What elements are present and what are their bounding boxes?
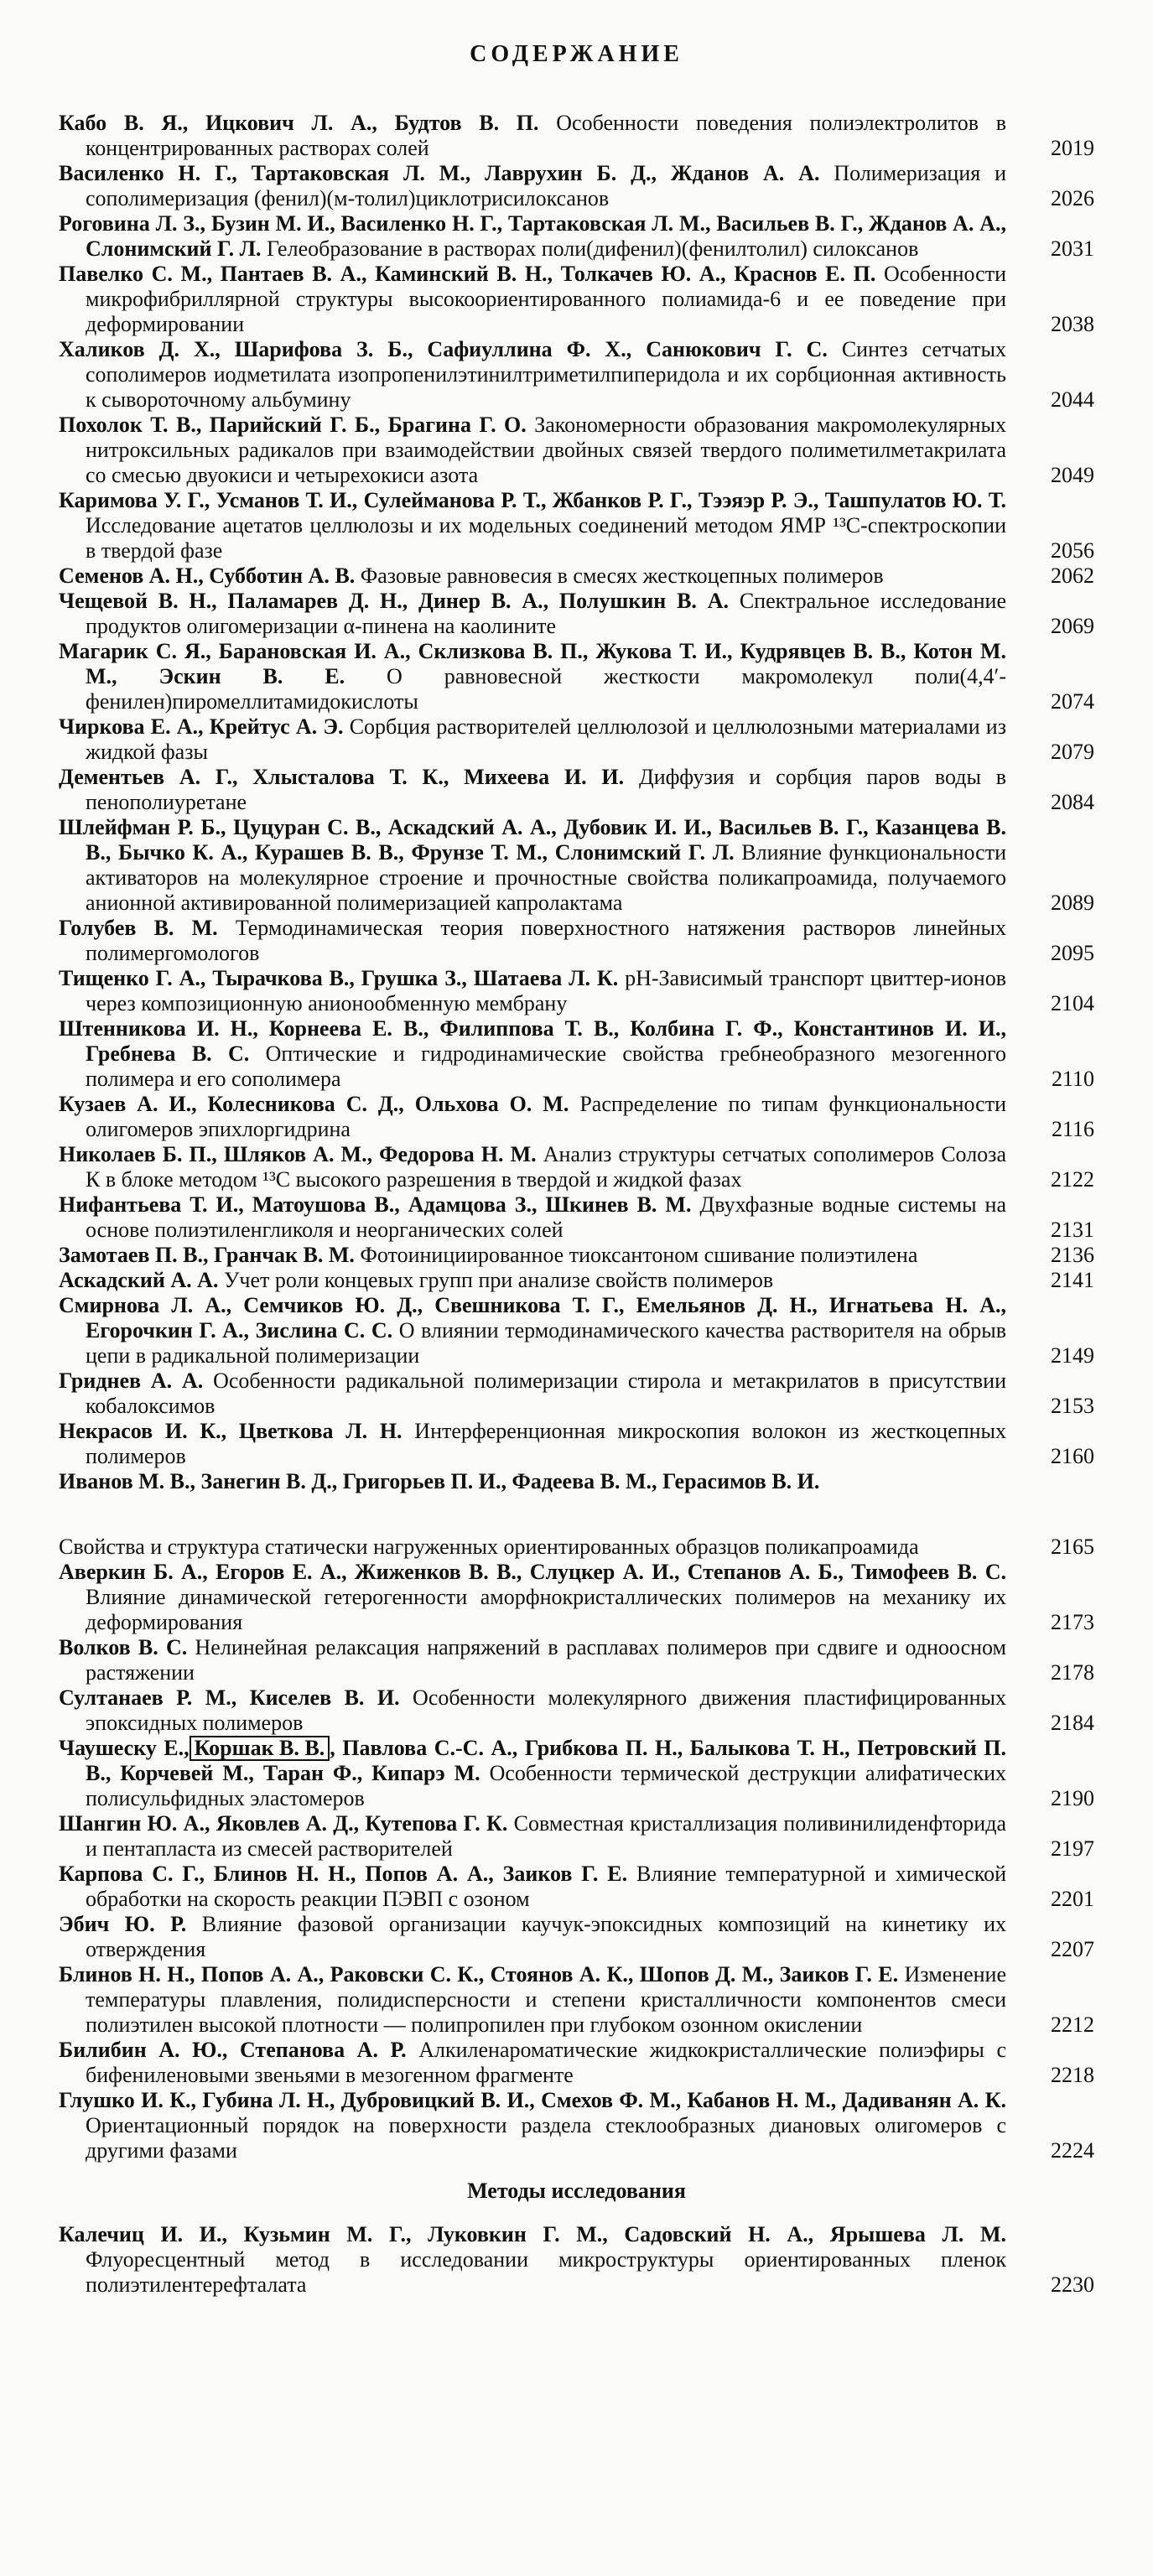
entry-title: Закономерности образования макромолекулярных нитроксильных радикалов при взаимодействии двойных связей твердого полиметилметакрилата со смесью двуокиси и четырехокиси азота: [86, 413, 1006, 487]
entry-title: Алкиленароматические жидкокристаллические полиэфиры с бифениленовыми звеньями в мезогенном фрагменте: [86, 2038, 1006, 2087]
entry-authors: Смирнова Л. А., Семчиков Ю. Д., Свешникова Т. Г., Емельянов Д. Н., Игнатьева Н. А., Егорочкин Г. А., Зислина С. С.: [59, 1293, 1006, 1343]
entry-title: Полимеризация и сополимеризация (фенил)(м-толил)циклотрисилоксанов: [86, 161, 1007, 210]
entry-authors: Билибин А. Ю., Степанова А. Р.: [59, 2038, 407, 2062]
entry-authors: Кузаев А. И., Колесникова С. Д., Ольхова О. М.: [59, 1092, 569, 1116]
entry-title: Особенности микрофибриллярной структуры высокоориентированного полиамида-6 и ее поведение при деформировании: [86, 262, 1006, 336]
entry-page: 2049: [1051, 463, 1094, 487]
entry-page: 2131: [1051, 1218, 1094, 1242]
entry-page: 2079: [1051, 740, 1094, 764]
entry-authors: Аскадский А. А.: [59, 1268, 219, 1292]
entry-authors: Гриднев А. А.: [59, 1368, 204, 1393]
entry-page: 2207: [1051, 1937, 1094, 1961]
toc-entry: [59, 488, 1094, 564]
entry-authors: Голубев В. М.: [59, 916, 218, 940]
entry-title: Изменение температуры плавления, полидисперсности и степени кристалличности компонентов смеси полиэтилен высокой плотности — полипропилен при глубоком озонном окислении: [86, 1962, 1007, 2037]
toc-entry: [59, 1293, 1094, 1368]
toc-entry: [59, 1016, 1094, 1092]
toc-entry: [59, 2038, 1094, 2088]
toc-entry: [59, 2088, 1094, 2163]
entry-title: Влияние динамической гетерогенности аморфнокристаллических полимеров на механику их деформирования: [86, 1585, 1006, 1634]
entries-list: [59, 2222, 1094, 2298]
entry-page: 2044: [1051, 387, 1094, 412]
toc-entry: [59, 1862, 1094, 1912]
entry-title: Синтез сетчатых сополимеров иодметилата изопропенилэтинилтриметилпиперидола и их сорбционная активность к сывороточному альбумину: [86, 337, 1006, 412]
entry-authors: Халиков Д. Х., Шарифова З. Б., Сафиуллина Ф. Х., Санюкович Г. С.: [59, 337, 828, 361]
entry-title: Влияние фазовой организации каучук-эпоксидных композиций на кинетику их отверждения: [86, 1912, 1007, 1961]
contents-page: [59, 42, 1094, 2298]
toc-entry: [59, 1268, 1094, 1293]
entry-title: Особенности молекулярного движения пластифицированных эпоксидных полимеров: [86, 1685, 1007, 1735]
entry-authors: Семенов А. Н., Субботин А. В.: [59, 564, 356, 588]
entry-page: 2122: [1051, 1167, 1094, 1192]
entry-authors: Шлейфман Р. Б., Цуцуран С. В., Аскадский А. А., Дубовик И. И., Васильев В. Г., Казанцева В. В., Бычко К. А., Курашев В. В., Фрунзе Т. М., Слонимский Г. Л.: [59, 815, 1006, 865]
entry-authors: Николаев Б. П., Шляков А. М., Федорова Н. М.: [59, 1142, 537, 1166]
entry-authors: Тищенко Г. А., Тырачкова В., Грушка З., Шатаева Л. К.: [59, 966, 619, 990]
gap: [59, 1494, 1094, 1535]
entry-authors: Аверкин Б. А., Егоров Е. А., Жиженков В. В., Слуцкер А. И., Степанов А. Б., Тимофеев В. С.: [59, 1560, 1006, 1584]
entry-page: 2026: [1051, 186, 1094, 210]
toc-entry: [59, 1192, 1094, 1243]
toc-entry: [59, 1811, 1094, 1862]
entry-authors: Штенникова И. Н., Корнеева Е. В., Филиппова Т. В., Колбина Г. Ф., Константинов И. И., Гребнева В. С.: [59, 1016, 1006, 1066]
entry-authors: Роговина Л. З., Бузин М. И., Василенко Н. Г., Тартаковская Л. М., Васильев В. Г., Жданов А. А., Слонимский Г. Л.: [59, 211, 1006, 261]
entries-list: [59, 1811, 1094, 2163]
entry-page: 2062: [1051, 564, 1094, 588]
entry-page: 2136: [1051, 1243, 1094, 1267]
toc-entry: [59, 966, 1094, 1016]
entry-authors: Султанаев Р. М., Киселев В. И.: [59, 1685, 400, 1710]
entries-list: [59, 1560, 1094, 1736]
entry-page: 2141: [1051, 1268, 1094, 1292]
entry-page: 2069: [1051, 614, 1094, 638]
toc-entry: [59, 262, 1094, 337]
toc-entry: [59, 1142, 1094, 1192]
entry-authors: Шангин Ю. А., Яковлев А. Д., Кутепова Г. К.: [59, 1811, 508, 1836]
entry-title: Флуоресцентный метод в исследовании микроструктуры ориентированных пленок полиэтилентерефталата: [86, 2247, 1006, 2297]
entry-title: О влиянии термодинамического качества растворителя на обрыв цепи в радикальной полимеризации: [86, 1318, 1007, 1368]
authors-after: , Павлова С.-С. А., Грибкова П. Н., Балыкова Т. Н., Петровский П. В., Корчевей М., Таран Ф., Кипарэ М.: [86, 1736, 1006, 1785]
toc-entry: [59, 815, 1094, 916]
entry-page: 2110: [1051, 1067, 1094, 1091]
entry-title: Нелинейная релаксация напряжений в расплавах полимеров при сдвиге и одноосном растяжении: [86, 1635, 1006, 1685]
entry-title: Оптические и гидродинамические свойства гребнеобразного мезогенного полимера и его сополимера: [86, 1041, 1007, 1091]
entry-title: Сорбция растворителей целлюлозой и целлюлозными материалами из жидкой фазы: [86, 714, 1006, 764]
toc-entry: [59, 1912, 1094, 1962]
entry-title: Особенности термической деструкции алифатических полисульфидных эластомеров: [86, 1761, 1007, 1810]
toc-entry: [59, 1092, 1094, 1142]
entry-authors: Карпова С. Г., Блинов Н. Н., Попов А. А., Заиков Г. Е.: [59, 1862, 628, 1886]
entry-title: Свойства и структура статически нагруженных ориентированных образцов поликапроамида: [59, 1535, 919, 1559]
entry-page: 2184: [1051, 1711, 1094, 1735]
entry-title: Термодинамическая теория поверхностного натяжения растворов линейных полимергомологов: [86, 916, 1007, 965]
entry-authors: Волков В. С.: [59, 1635, 188, 1659]
toc-entry: [59, 564, 1094, 589]
entry-authors: Нифантьева Т. И., Матоушова В., Адамцова З., Шкинев В. М.: [59, 1192, 692, 1217]
entry-page: 2165: [1051, 1535, 1094, 1559]
entry-authors: Василенко Н. Г., Тартаковская Л. М., Лаврухин Б. Д., Жданов А. А.: [59, 161, 820, 185]
entry-page: 2084: [1051, 790, 1094, 814]
entry-title: Влияние температурной и химической обработки на скорость реакции ПЭВП с озоном: [86, 1862, 1007, 1911]
entry-page: 2201: [1051, 1887, 1094, 1911]
orphan-authors-line: Иванов М. В., Занегин В. Д., Григорьев П. И., Фадеева В. М., Герасимов В. И.: [59, 1469, 820, 1493]
entry-page: 2104: [1051, 991, 1094, 1015]
boxed-author: Коршак В. В.: [190, 1736, 330, 1761]
entry-page: 2212: [1051, 2012, 1094, 2037]
entry-title: Спектральное исследование продуктов олигомеризации α-пинена на каолините: [86, 589, 1007, 638]
entry-title: Диффузия и сорбция паров воды в пенополиуретане: [86, 765, 1007, 814]
entry-page: 2089: [1051, 891, 1094, 915]
entry-page: 2038: [1051, 312, 1094, 336]
toc-entry: [59, 413, 1094, 488]
entry-page: 2218: [1051, 2063, 1094, 2087]
toc-entry: [59, 1560, 1094, 1635]
entry-page: 2074: [1051, 689, 1094, 714]
entry-authors: Калечиц И. И., Кузьмин М. Г., Луковкин Г. М., Садовский Н. А., Ярышева Л. М.: [59, 2222, 1006, 2246]
toc-entry: [59, 1535, 1094, 1560]
entry-page: 2056: [1051, 538, 1094, 563]
entry-title: Особенности поведения полиэлектролитов в концентрированных растворах солей: [86, 111, 1007, 160]
entries-list: [59, 111, 1094, 1469]
entry-title: Особенности радикальной полимеризации стирола и метакрилатов в присутствии кобалоксимов: [86, 1368, 1006, 1418]
entry-title: Распределение по типам функциональности олигомеров эпихлоргидрина: [86, 1092, 1007, 1141]
entry-title: Интерференционная микроскопия волокон из жесткоцепных полимеров: [86, 1419, 1006, 1468]
toc-entry: [59, 589, 1094, 639]
toc-entry: [59, 1368, 1094, 1419]
entry-title: Гелеобразование в растворах поли(дифенил)(фенилтолил) силоксанов: [267, 236, 919, 261]
entry-page: 2190: [1051, 1786, 1094, 1810]
entry-page: 2230: [1051, 2272, 1094, 2297]
entry-page: 2160: [1051, 1444, 1094, 1468]
toc-entry: [59, 1243, 1094, 1268]
entry-authors: Дементьев А. Г., Хлысталова Т. К., Михеева И. И.: [59, 765, 625, 789]
entry-page: 2153: [1051, 1394, 1094, 1418]
entry-authors: Блинов Н. Н., Попов А. А., Раковски С. К., Стоянов А. К., Шопов Д. М., Заиков Г. Е.: [59, 1962, 899, 1987]
entry-page: 2197: [1051, 1836, 1094, 1861]
entry-title: Влияние функциональности активаторов на молекулярное строение и прочностные свойства поликапроамида, получаемого анионной активированной полимеризацией капролактама: [86, 840, 1006, 915]
entry-title: Фотоинициированное тиоксантоном сшивание полиэтилена: [360, 1243, 918, 1267]
entry-authors: Глушко И. К., Губина Л. Н., Дубровицкий В. И., Смехов Ф. М., Кабанов Н. М., Дадиванян А. К.: [59, 2088, 1006, 2112]
toc-entry: [59, 916, 1094, 966]
entry-authors: Замотаев П. В., Гранчак В. М.: [59, 1243, 355, 1267]
entry-authors: Павелко С. М., Пантаев В. А., Каминский В. Н., Толкачев Ю. А., Краснов Е. П.: [59, 262, 876, 286]
toc-entry: [59, 161, 1094, 211]
entry-authors: Магарик С. Я., Барановская И. А., Склизкова В. П., Жукова Т. И., Кудрявцев В. В., Котон М. М., Эскин В. Е.: [59, 639, 1006, 688]
entry-authors: Эбич Ю. Р.: [59, 1912, 187, 1936]
toc-entry: [59, 1635, 1094, 1685]
entry-title: О равновесной жесткости макромолекул поли(4,4′-фенилен)пиромеллитамидокислоты: [86, 664, 1006, 714]
entry-page: 2031: [1051, 236, 1094, 261]
entry-authors: Похолок Т. В., Парийский Г. Б., Брагина Г. О.: [59, 413, 527, 437]
entry-title: Анализ структуры сетчатых сополимеров Солоза К в блоке методом ¹³С высокого разрешения в твердой и жидкой фазах: [86, 1142, 1006, 1192]
entry-page: 2178: [1051, 1660, 1094, 1685]
toc-entry: [59, 111, 1094, 161]
entry-title: Исследование ацетатов целлюлозы и их модельных соединений методом ЯМР ¹³С-спектроскопии в твердой фазе: [86, 513, 1006, 563]
author-before: Чаушеску Е.,: [59, 1736, 190, 1760]
entry-title: Совместная кристаллизация поливинилиденфторида и пентапласта из смесей растворителей: [86, 1811, 1006, 1861]
toc-entry: [59, 714, 1094, 765]
entry-title: рН-Зависимый транспорт цвиттер-ионов через композиционную анионообменную мембрану: [86, 966, 1006, 1015]
entry-page: 2095: [1051, 941, 1094, 965]
entry-page: 2173: [1051, 1610, 1094, 1634]
entry-authors: Некрасов И. К., Цветкова Л. Н.: [59, 1419, 403, 1443]
toc-entry: [59, 1962, 1094, 2038]
entry-authors: Каримова У. Г., Усманов Т. И., Сулейманова Р. Т., Жбанков Р. Г., Тээяэр Р. Э., Ташпулатов Ю. Т.: [59, 488, 1006, 512]
toc-entry: [59, 639, 1094, 714]
entry-page: 2019: [1051, 136, 1094, 160]
entry-page: 2116: [1051, 1117, 1094, 1141]
section-title: Методы исследования: [467, 2179, 686, 2203]
entry-title: Фазовые равновесия в смесях жесткоцепных полимеров: [360, 564, 884, 588]
entry-title: Ориентационный порядок на поверхности раздела стеклообразных диановых олигомеров с другими фазами: [86, 2113, 1006, 2163]
contents-heading: СОДЕРЖАНИЕ: [470, 41, 683, 67]
toc-entry: [59, 211, 1094, 262]
toc-entry: [59, 1736, 1094, 1811]
entry-authors: Кабо В. Я., Ицкович Л. А., Будтов В. П.: [59, 111, 539, 135]
toc-entry: [59, 337, 1094, 413]
toc-entry: [59, 1419, 1094, 1469]
entry-title: Учет роли концевых групп при анализе свойств полимеров: [223, 1268, 774, 1292]
entry-authors: Чещевой В. Н., Паламарев Д. Н., Динер В. А., Полушкин В. А.: [59, 589, 730, 613]
entry-authors: Чиркова Е. А., Крейтус А. Э.: [59, 714, 344, 739]
toc-entry: [59, 2222, 1094, 2298]
entry-page: 2224: [1051, 2138, 1094, 2163]
entry-page: 2149: [1051, 1343, 1094, 1368]
entry-title: Двухфазные водные системы на основе полиэтиленгликоля и неорганических солей: [86, 1192, 1007, 1242]
toc-entry: [59, 765, 1094, 815]
toc-entry: [59, 1685, 1094, 1736]
